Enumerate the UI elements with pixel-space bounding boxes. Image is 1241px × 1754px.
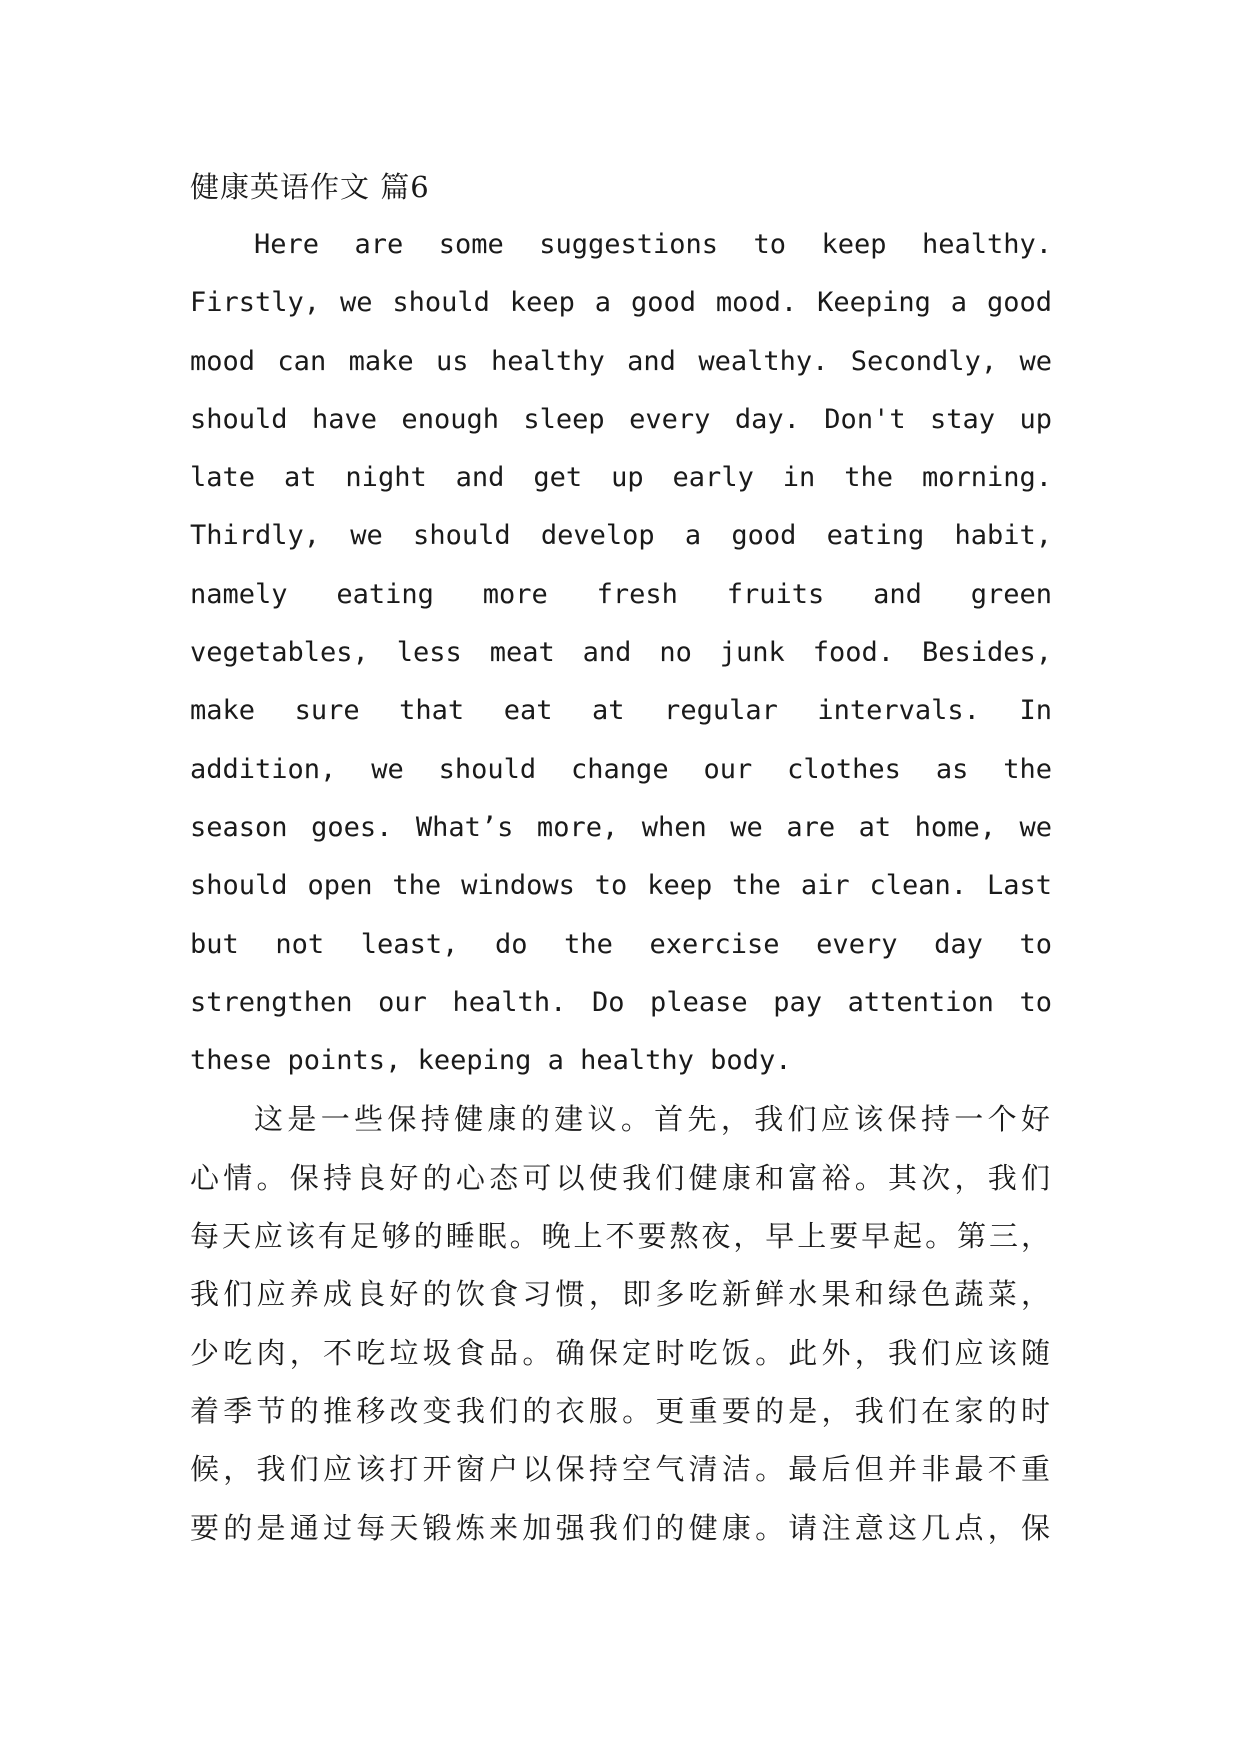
english-line: mood can make us healthy and wealthy. Secondly, we — [190, 345, 1052, 377]
english-line: addition, we should change our clothes as the — [190, 753, 1052, 785]
chinese-line: 着季节的推移改变我们的衣服。更重要的是，我们在家的时 — [190, 1393, 1052, 1428]
chinese-line: 少吃肉，不吃垃圾食品。确保定时吃饭。此外，我们应该随 — [190, 1335, 1052, 1370]
english-line: these points, keeping a healthy body. — [190, 1045, 792, 1077]
english-line: Here are some suggestions to keep healthy. — [254, 229, 1052, 260]
english-line: strengthen our health. Do please pay attention to — [190, 986, 1052, 1018]
document-page — [190, 158, 1052, 1557]
chinese-line: 要的是通过每天锻炼来加强我们的健康。请注意这几点，保 — [190, 1510, 1052, 1545]
chinese-line: 每天应该有足够的睡眠。晚上不要熬夜，早上要早起。第三， — [190, 1219, 1052, 1254]
chinese-line: 这是一些保持健康的建议。首先，我们应该保持一个好 — [254, 1102, 1052, 1137]
chinese-line: 候，我们应该打开窗户以保持空气清洁。最后但并非最不重 — [190, 1452, 1052, 1487]
chinese-line: 心情。保持良好的心态可以使我们健康和富裕。其次，我们 — [190, 1160, 1052, 1195]
english-line: namely eating more fresh fruits and green — [190, 578, 1052, 610]
english-line: late at night and get up early in the morning. — [190, 462, 1052, 494]
english-line: but not least, do the exercise every day to — [190, 928, 1052, 960]
chinese-line: 我们应养成良好的饮食习惯，即多吃新鲜水果和绿色蔬菜， — [190, 1277, 1052, 1312]
document-title: 健康英语作文 篇6 — [190, 170, 430, 204]
english-line: make sure that eat at regular intervals. In — [190, 695, 1052, 727]
english-line: vegetables, less meat and no junk food. Besides, — [190, 637, 1052, 669]
english-line: season goes. What’s more, when we are at home, we — [190, 811, 1052, 843]
english-line: Firstly, we should keep a good mood. Keeping a good — [190, 287, 1052, 319]
chinese-paragraph — [190, 1090, 1052, 1556]
english-line: should have enough sleep every day. Don't stay up — [190, 403, 1052, 435]
english-line: should open the windows to keep the air clean. Last — [190, 870, 1052, 902]
english-line: Thirdly, we should develop a good eating habit, — [190, 520, 1052, 552]
english-paragraph — [190, 216, 1052, 1090]
